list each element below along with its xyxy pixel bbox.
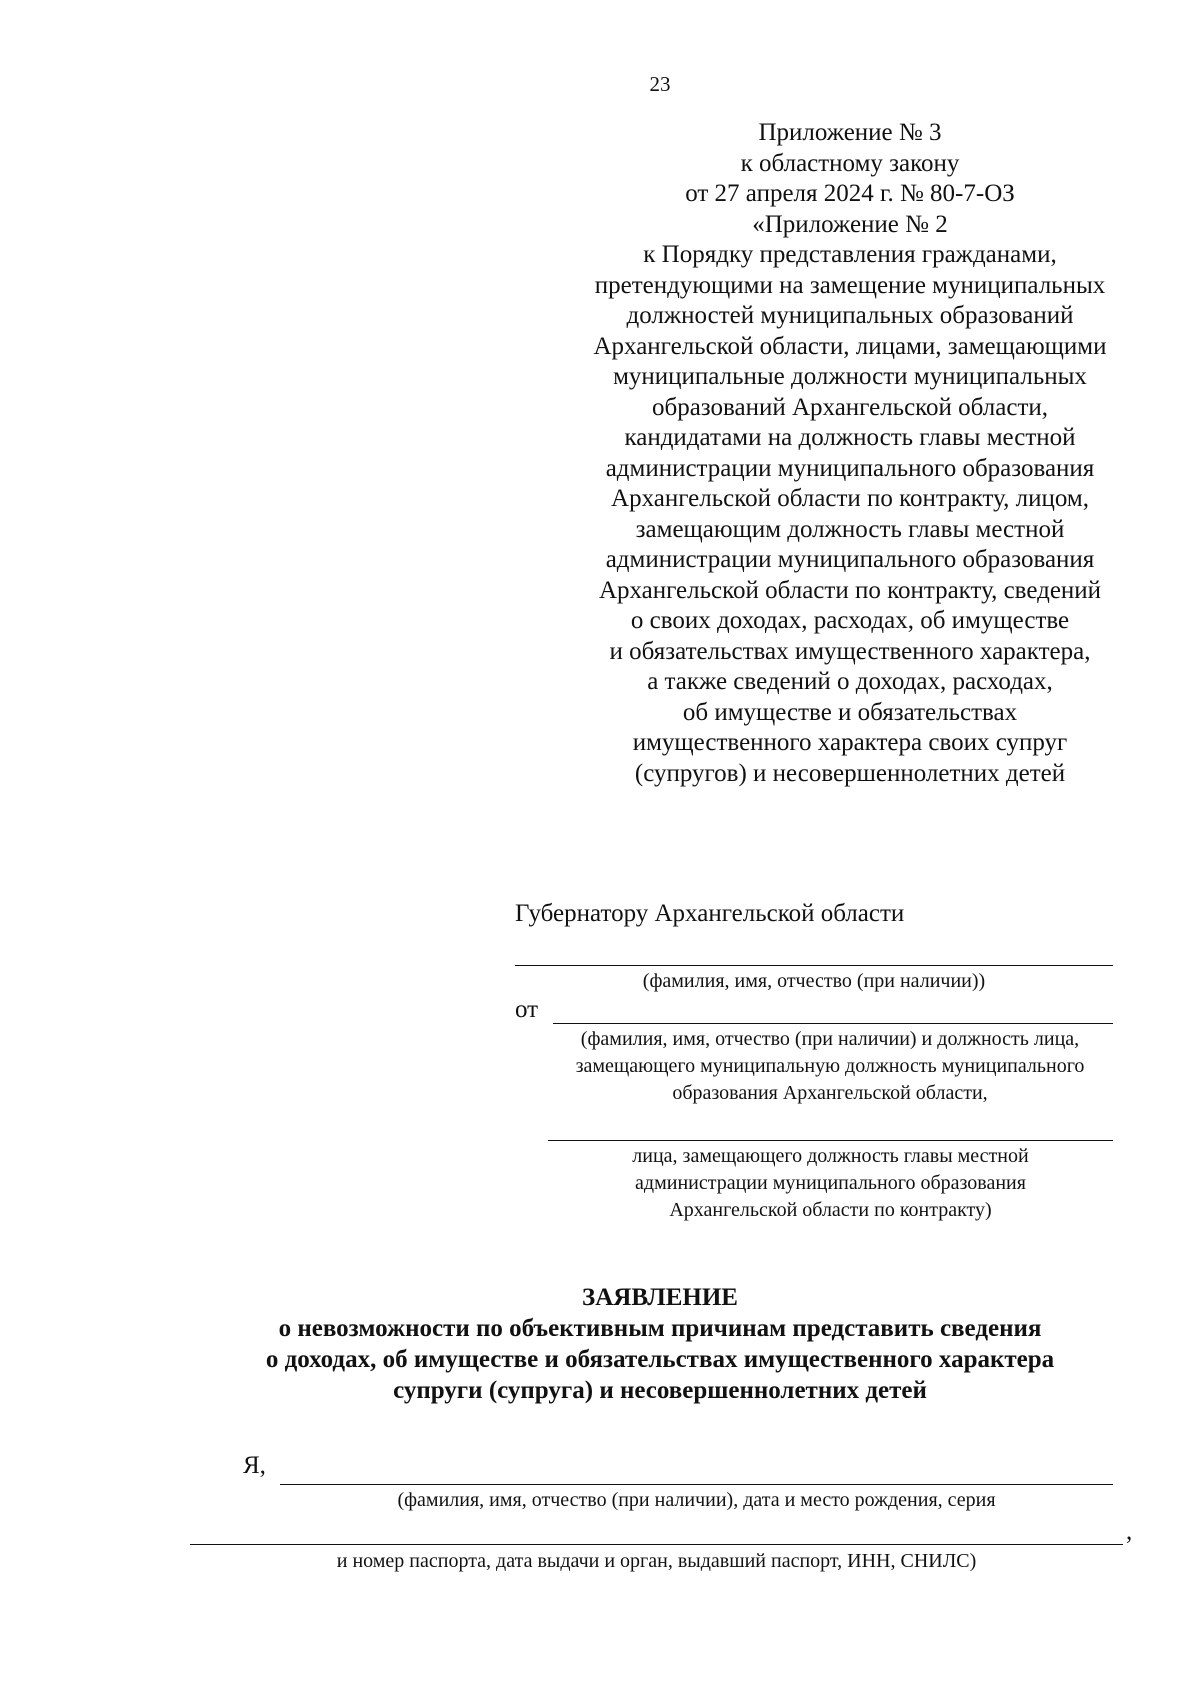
appendix-line: и обязательствах имущественного характера, [609,637,1091,665]
applicant-name-line[interactable] [280,1484,1113,1485]
title-line: о доходах, об имуществе и обязательствах имущественного характера [265,1346,1055,1373]
appendix-line: муниципальные должности муниципальных [613,363,1087,390]
addressee: Губернатору Архангельской области [515,900,905,927]
title-line: супруги (супруга) и несовершеннолетних детей [393,1377,927,1404]
from-caption-line: Архангельской области по контракту) [669,1199,992,1221]
applicant-comma: , [1126,1518,1133,1545]
from-position-line[interactable] [548,1140,1113,1141]
from-caption-line: администрации муниципального образования [635,1172,1026,1194]
appendix-line: о своих доходах, расходах, об имуществе [630,607,1070,634]
from-name-line[interactable] [553,1023,1113,1024]
appendix-line: образований Архангельской области, [651,393,1049,421]
from-caption-line: лица, замещающего должность главы местной [632,1145,1029,1167]
statement-title [0,1282,1200,1406]
title-line: ЗАЯВЛЕНИЕ [582,1284,738,1311]
appendix-line: замещающим должность главы местной [635,515,1065,543]
appendix-line: от 27 апреля 2024 г. № 80-7-ОЗ [685,180,1015,207]
addressee-name-line[interactable] [515,965,1113,966]
applicant-caption-1: (фамилия, имя, отчество (при наличии), дата и место рождения, серия [397,1489,996,1511]
from-caption [515,1026,1145,1107]
appendix-line: Архангельской области по контракту, лицом, [611,485,1089,512]
from-label: от [515,996,539,1023]
applicant-caption-2: и номер паспорта, дата выдачи и орган, выдавший паспорт, ИНН, СНИЛС) [336,1550,977,1572]
appendix-line: должностей муниципальных образований [626,302,1074,329]
appendix-line: Архангельской области по контракту, сведений [598,576,1102,604]
from-caption-2 [548,1143,1113,1224]
appendix-header [560,118,1140,789]
appendix-line: к областному закону [740,149,960,177]
appendix-line: кандидатами на должность главы местной [624,424,1076,451]
appendix-line: (супругов) и несовершеннолетних детей [634,759,1066,787]
applicant-passport-line[interactable] [190,1544,1123,1545]
appendix-line: Приложение № 3 [758,119,942,146]
from-caption-line: (фамилия, имя, отчество (при наличии) и должность лица, [580,1028,1080,1050]
from-caption-line: замещающего муниципальную должность муниципального [575,1055,1085,1077]
appendix-line: об имуществе и обязательствах [682,698,1018,726]
appendix-line: к Порядку представления гражданами, [643,241,1057,268]
appendix-line: а также сведений о доходах, расходах, [647,668,1053,695]
applicant-label: Я, [243,1452,266,1479]
appendix-line: претендующими на замещение муниципальных [594,271,1106,299]
appendix-line: администрации муниципального образования [605,454,1095,482]
appendix-line: «Приложение № 2 [752,210,948,238]
title-line: о невозможности по объективным причинам представить сведения [278,1315,1042,1342]
addressee-caption: (фамилия, имя, отчество (при наличии)) [642,970,986,992]
from-caption-line: образования Архангельской области, [672,1082,988,1104]
appendix-line: администрации муниципального образования [605,546,1095,573]
appendix-line: имущественного характера своих супруг [632,729,1068,756]
page-number: 23 [649,72,671,96]
appendix-line: Архангельской области, лицами, замещающими [593,332,1107,360]
